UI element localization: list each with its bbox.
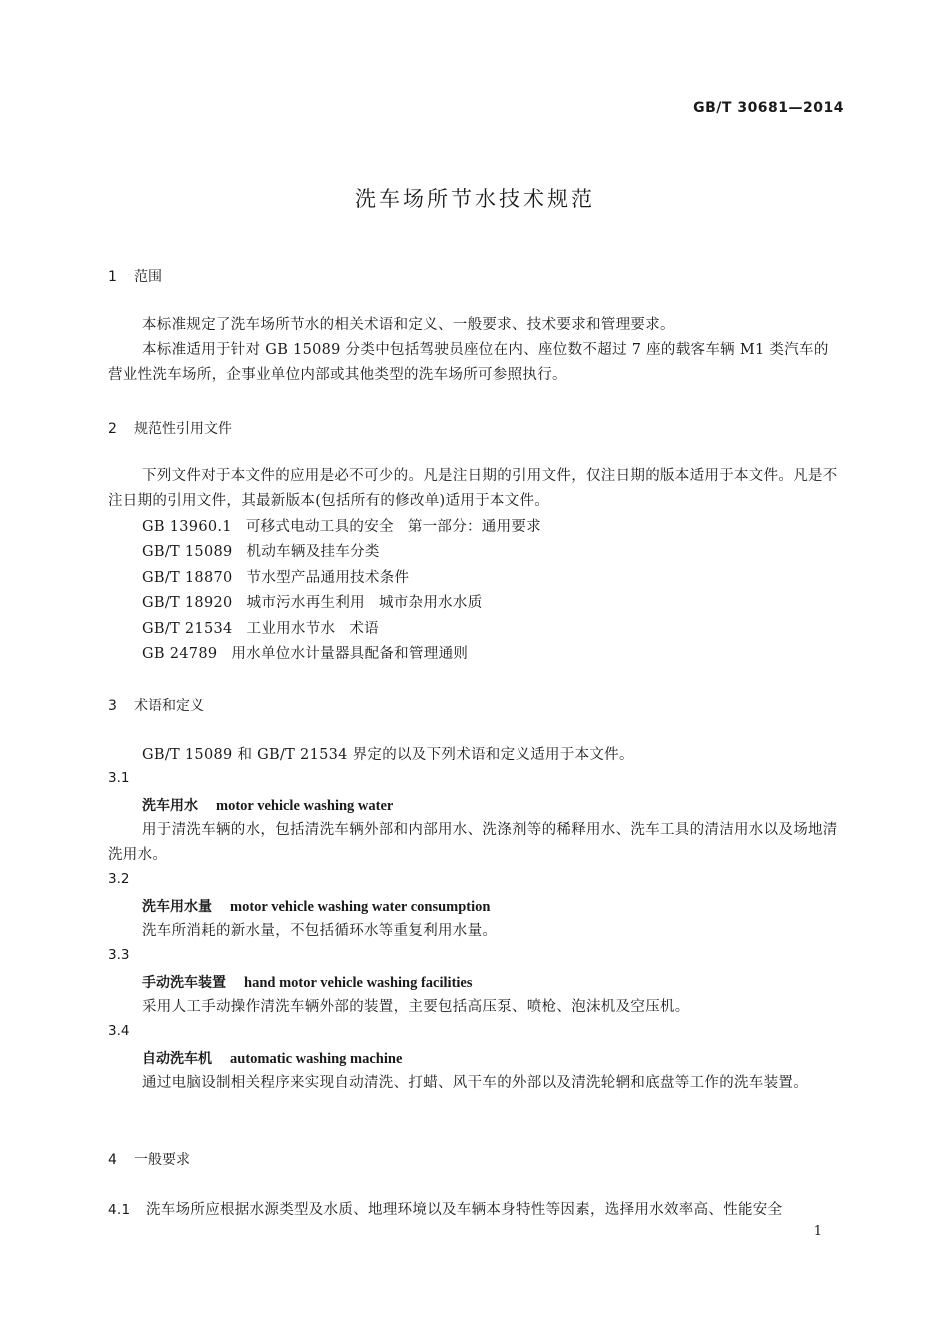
section-number: 3 (108, 698, 117, 714)
reference-item (142, 642, 468, 663)
section-title: 规范性引用文件 (134, 421, 232, 437)
section-title: 术语和定义 (134, 698, 204, 714)
term-definition: 洗车所消耗的新水量，不包括循环水等重复利用水量。 (142, 923, 498, 939)
reference-title: 机动车辆及挂车分类 (246, 544, 380, 560)
term-chinese: 自动洗车机 (142, 1051, 212, 1067)
clause-4-1 (108, 1198, 848, 1219)
section-1-heading (108, 266, 162, 286)
reference-item (142, 591, 483, 612)
page-title: 洗车场所节水技术规范 (355, 187, 595, 211)
reference-title: 节水型产品通用技术条件 (246, 570, 410, 586)
term-heading (142, 972, 473, 992)
term-chinese: 洗车用水量 (142, 899, 212, 915)
term-number: 3.3 (108, 947, 130, 963)
terms-intro: GB/T 15089 和 GB/T 21534 界定的以及下列术语和定义适用于本文件。 (142, 747, 634, 763)
reference-item (142, 540, 380, 561)
section-number: 2 (108, 421, 117, 437)
section-4-heading (108, 1149, 190, 1169)
reference-code: GB 13960.1 (142, 519, 232, 535)
reference-title: 城市污水再生利用 (246, 595, 365, 611)
section-title: 范围 (134, 269, 162, 285)
section-title: 一般要求 (134, 1152, 190, 1168)
term-english: motor vehicle washing water (216, 798, 394, 814)
references-intro: 下列文件对于本文件的应用是必不可少的。凡是注日期的引用文件，仅注日期的版本适用于本文件。凡是不注日期的引用文件，其最新版本(包括所有的修改单)适用于本文件。 (108, 468, 838, 510)
reference-item (142, 566, 409, 587)
clause-number: 4.1 (108, 1202, 131, 1218)
reference-item (142, 515, 541, 536)
reference-code: GB/T 15089 (142, 544, 233, 560)
term-english: motor vehicle washing water consumption (230, 899, 491, 915)
reference-subtitle: 术语 (349, 621, 379, 637)
clause-text: 洗车场所应根据水源类型及水质、地理环境以及车辆本身特性等因素，选择用水效率高、性能安全 (146, 1202, 783, 1218)
term-number: 3.2 (108, 871, 130, 887)
term-english: hand motor vehicle washing facilities (244, 975, 473, 991)
scope-paragraph-2: 本标准适用于针对 GB 15089 分类中包括驾驶员座位在内、座位数不超过 7 座的载客车辆 M1 类汽车的营业性洗车场所，企事业单位内部或其他类型的洗车场所可参照执行。 (108, 342, 829, 384)
term-definition: 通过电脑设制相关程序来实现自动清洗、打蜡、风干车的外部以及清洗轮辋和底盘等工作的洗车装置。 (142, 1075, 808, 1091)
page-number: 1 (813, 1224, 822, 1239)
term-heading (142, 1048, 402, 1068)
term-chinese: 手动洗车装置 (142, 975, 226, 991)
term-chinese: 洗车用水 (142, 798, 198, 814)
standard-number: GB/T 30681—2014 (693, 100, 844, 116)
reference-code: GB 24789 (142, 646, 218, 662)
scope-paragraph-1: 本标准规定了洗车场所节水的相关术语和定义、一般要求、技术要求和管理要求。 (142, 317, 675, 333)
term-definition: 用于清洗车辆的水，包括清洗车辆外部和内部用水、洗涤剂等的稀释用水、洗车工具的清洁用水以及场地清洗用水。 (108, 822, 838, 864)
reference-code: GB/T 18870 (142, 570, 233, 586)
term-number: 3.1 (108, 770, 130, 786)
reference-subtitle: 第一部分：通用要求 (407, 519, 542, 535)
term-definition: 采用人工手动操作清洗车辆外部的装置，主要包括高压泵、喷枪、泡沫机及空压机。 (142, 999, 690, 1015)
reference-title: 可移式电动工具的安全 (245, 519, 394, 535)
reference-title: 工业用水节水 (246, 621, 336, 637)
reference-subtitle: 城市杂用水水质 (378, 595, 483, 611)
term-english: automatic washing machine (230, 1051, 403, 1067)
term-number: 3.4 (108, 1023, 130, 1039)
reference-code: GB/T 21534 (142, 621, 233, 637)
section-number: 1 (108, 269, 117, 285)
section-number: 4 (108, 1152, 117, 1168)
section-2-heading (108, 418, 232, 438)
reference-title: 用水单位水计量器具配备和管理通则 (231, 646, 469, 662)
term-heading (142, 795, 393, 815)
section-3-heading (108, 695, 204, 715)
term-heading (142, 896, 490, 916)
reference-code: GB/T 18920 (142, 595, 233, 611)
reference-item (142, 617, 379, 638)
